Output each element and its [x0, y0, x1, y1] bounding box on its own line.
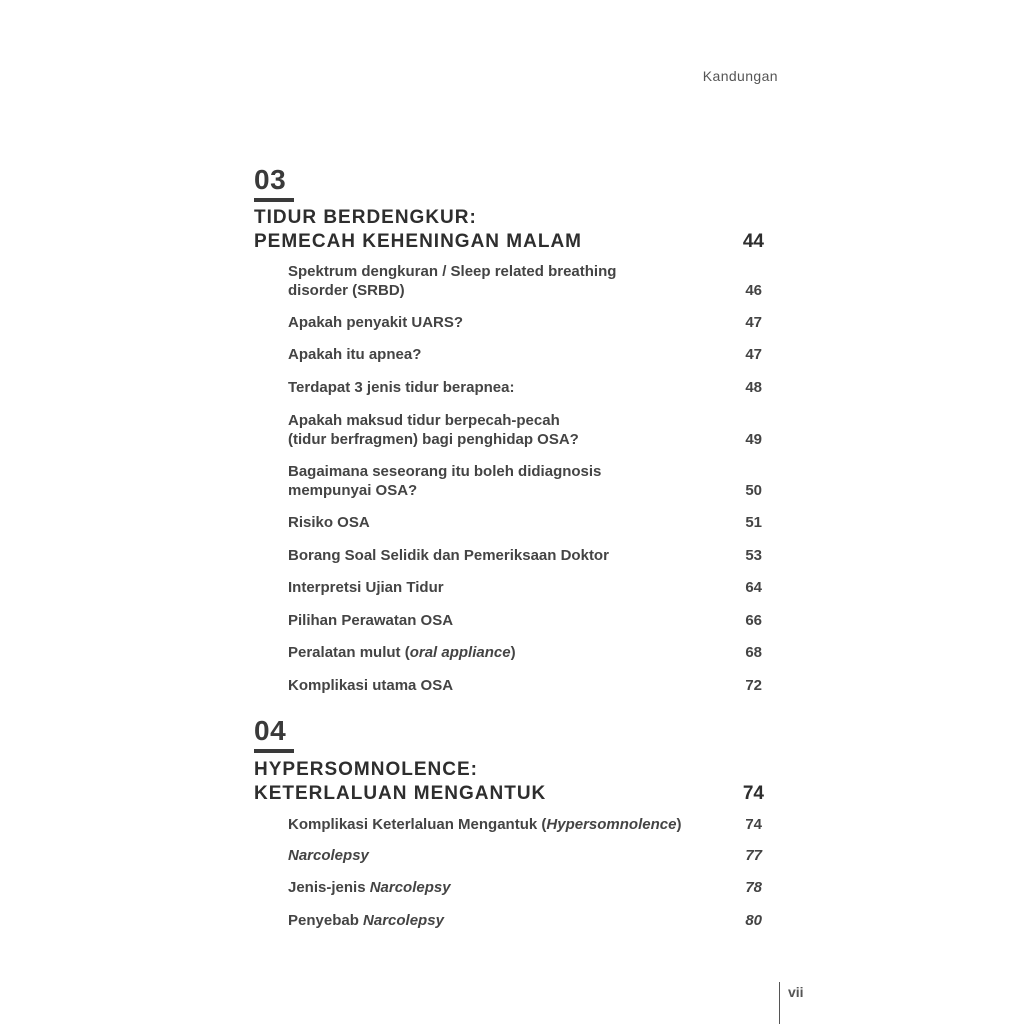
toc-entry[interactable]: [288, 462, 762, 500]
chapter-title-line: HYPERSOMNOLENCE:: [254, 759, 478, 780]
toc-entry-line: (tidur berfragmen) bagi penghidap OSA?: [288, 431, 579, 448]
toc-entry-text: Jenis-jenis: [288, 879, 370, 896]
toc-entry-text: Penyebab: [288, 912, 364, 929]
toc-entry-page: 80: [745, 912, 762, 929]
toc-entry-title: [288, 411, 708, 449]
toc-entry[interactable]: [288, 262, 762, 300]
chapter-page-number: 44: [742, 231, 764, 252]
chapter-title-line: TIDUR BERDENGKUR:: [254, 207, 477, 228]
toc-entry-text: Komplikasi Keterlaluan Mengantuk (: [288, 816, 547, 833]
toc-entry-line: disorder (SRBD): [288, 282, 405, 299]
toc-entry-emphasis: oral appliance: [409, 644, 511, 661]
toc-entry-title: [288, 462, 708, 500]
toc-entry-text: ): [510, 644, 516, 661]
toc-entry-page: 49: [745, 431, 762, 448]
toc-entry-page: 53: [745, 547, 762, 564]
toc-entry[interactable]: [288, 411, 762, 449]
chapter-title-line: KETERLALUAN MENGANTUK: [254, 783, 547, 804]
toc-entry-page: 68: [745, 644, 762, 661]
toc-entry-title: [288, 643, 708, 662]
chapter-number-text: 03: [254, 164, 287, 195]
toc-entry-page: 78: [745, 879, 762, 896]
toc-entry[interactable]: [288, 513, 762, 532]
toc-entry-title: Terdapat 3 jenis tidur berapnea:: [288, 379, 515, 396]
toc-entry-title: Apakah itu apnea?: [288, 346, 422, 363]
page-number: vii: [788, 984, 804, 1000]
toc-entry-emphasis: Hypersomnolence: [546, 816, 677, 833]
chapter-number-text: 04: [254, 715, 287, 746]
toc-entry[interactable]: [288, 676, 762, 695]
toc-entry-title: Apakah penyakit UARS?: [288, 314, 464, 331]
toc-entry[interactable]: [288, 815, 762, 834]
toc-entry-page: 74: [745, 816, 762, 833]
chapter-number-underline: [254, 749, 294, 753]
toc-entry[interactable]: [288, 878, 762, 897]
toc-entry[interactable]: [288, 546, 762, 565]
toc-entry-title: Borang Soal Selidik dan Pemeriksaan Doktor: [288, 547, 609, 564]
toc-entry-line: Spektrum dengkuran / Sleep related breathing: [288, 263, 617, 280]
chapter-title-line: PEMECAH KEHENINGAN MALAM: [254, 231, 582, 252]
toc-entry-title: Narcolepsy: [288, 847, 369, 864]
toc-entry[interactable]: [288, 378, 762, 397]
folio-divider: [779, 982, 780, 1024]
toc-entry-title: [288, 815, 728, 834]
toc-entry-emphasis: Narcolepsy: [369, 879, 451, 896]
chapter-number: [254, 166, 294, 202]
toc-entry-title: Komplikasi utama OSA: [288, 677, 454, 694]
chapter-title[interactable]: [254, 206, 764, 254]
toc-entry[interactable]: [288, 611, 762, 630]
toc-entry[interactable]: [288, 313, 762, 332]
toc-entry-text: ): [676, 816, 682, 833]
toc-entry-page: 46: [745, 282, 762, 299]
toc-entry-page: 47: [745, 314, 762, 331]
chapter-page-number: 74: [742, 783, 764, 804]
toc-entry-line: Bagaimana seseorang itu boleh didiagnosis: [288, 463, 602, 480]
toc-entry-text: Peralatan mulut (: [288, 644, 410, 661]
toc-entry-line: mempunyai OSA?: [288, 482, 418, 499]
toc-entry-page: 72: [745, 677, 762, 694]
toc-entry-page: 47: [745, 346, 762, 363]
toc-entry[interactable]: [288, 643, 762, 662]
toc-entry-page: 50: [745, 482, 762, 499]
chapter-title[interactable]: [254, 758, 764, 806]
toc-entry-title: Risiko OSA: [288, 514, 370, 531]
toc-entry[interactable]: [288, 578, 762, 597]
chapter-number-underline: [254, 198, 294, 202]
toc-entry-line: Apakah maksud tidur berpecah-pecah: [288, 412, 560, 429]
toc-entry[interactable]: [288, 911, 762, 930]
toc-entry-title: [288, 911, 708, 930]
toc-entry-page: 66: [745, 612, 762, 629]
toc-entry-title: Pilihan Perawatan OSA: [288, 612, 454, 629]
toc-entry-title: Interpretsi Ujian Tidur: [288, 579, 444, 596]
toc-entry-page: 48: [745, 379, 762, 396]
running-head: Kandungan: [702, 68, 778, 84]
toc-entry[interactable]: [288, 345, 762, 364]
toc-entry-emphasis: Narcolepsy: [363, 912, 444, 929]
toc-entry-page: 51: [745, 514, 762, 531]
toc-entry-title: [288, 262, 708, 300]
chapter-number: [254, 717, 294, 753]
toc-entry-page: 77: [745, 847, 762, 864]
toc-entry-page: 64: [745, 579, 762, 596]
toc-entry-title: [288, 878, 708, 897]
toc-entry[interactable]: [288, 846, 762, 865]
